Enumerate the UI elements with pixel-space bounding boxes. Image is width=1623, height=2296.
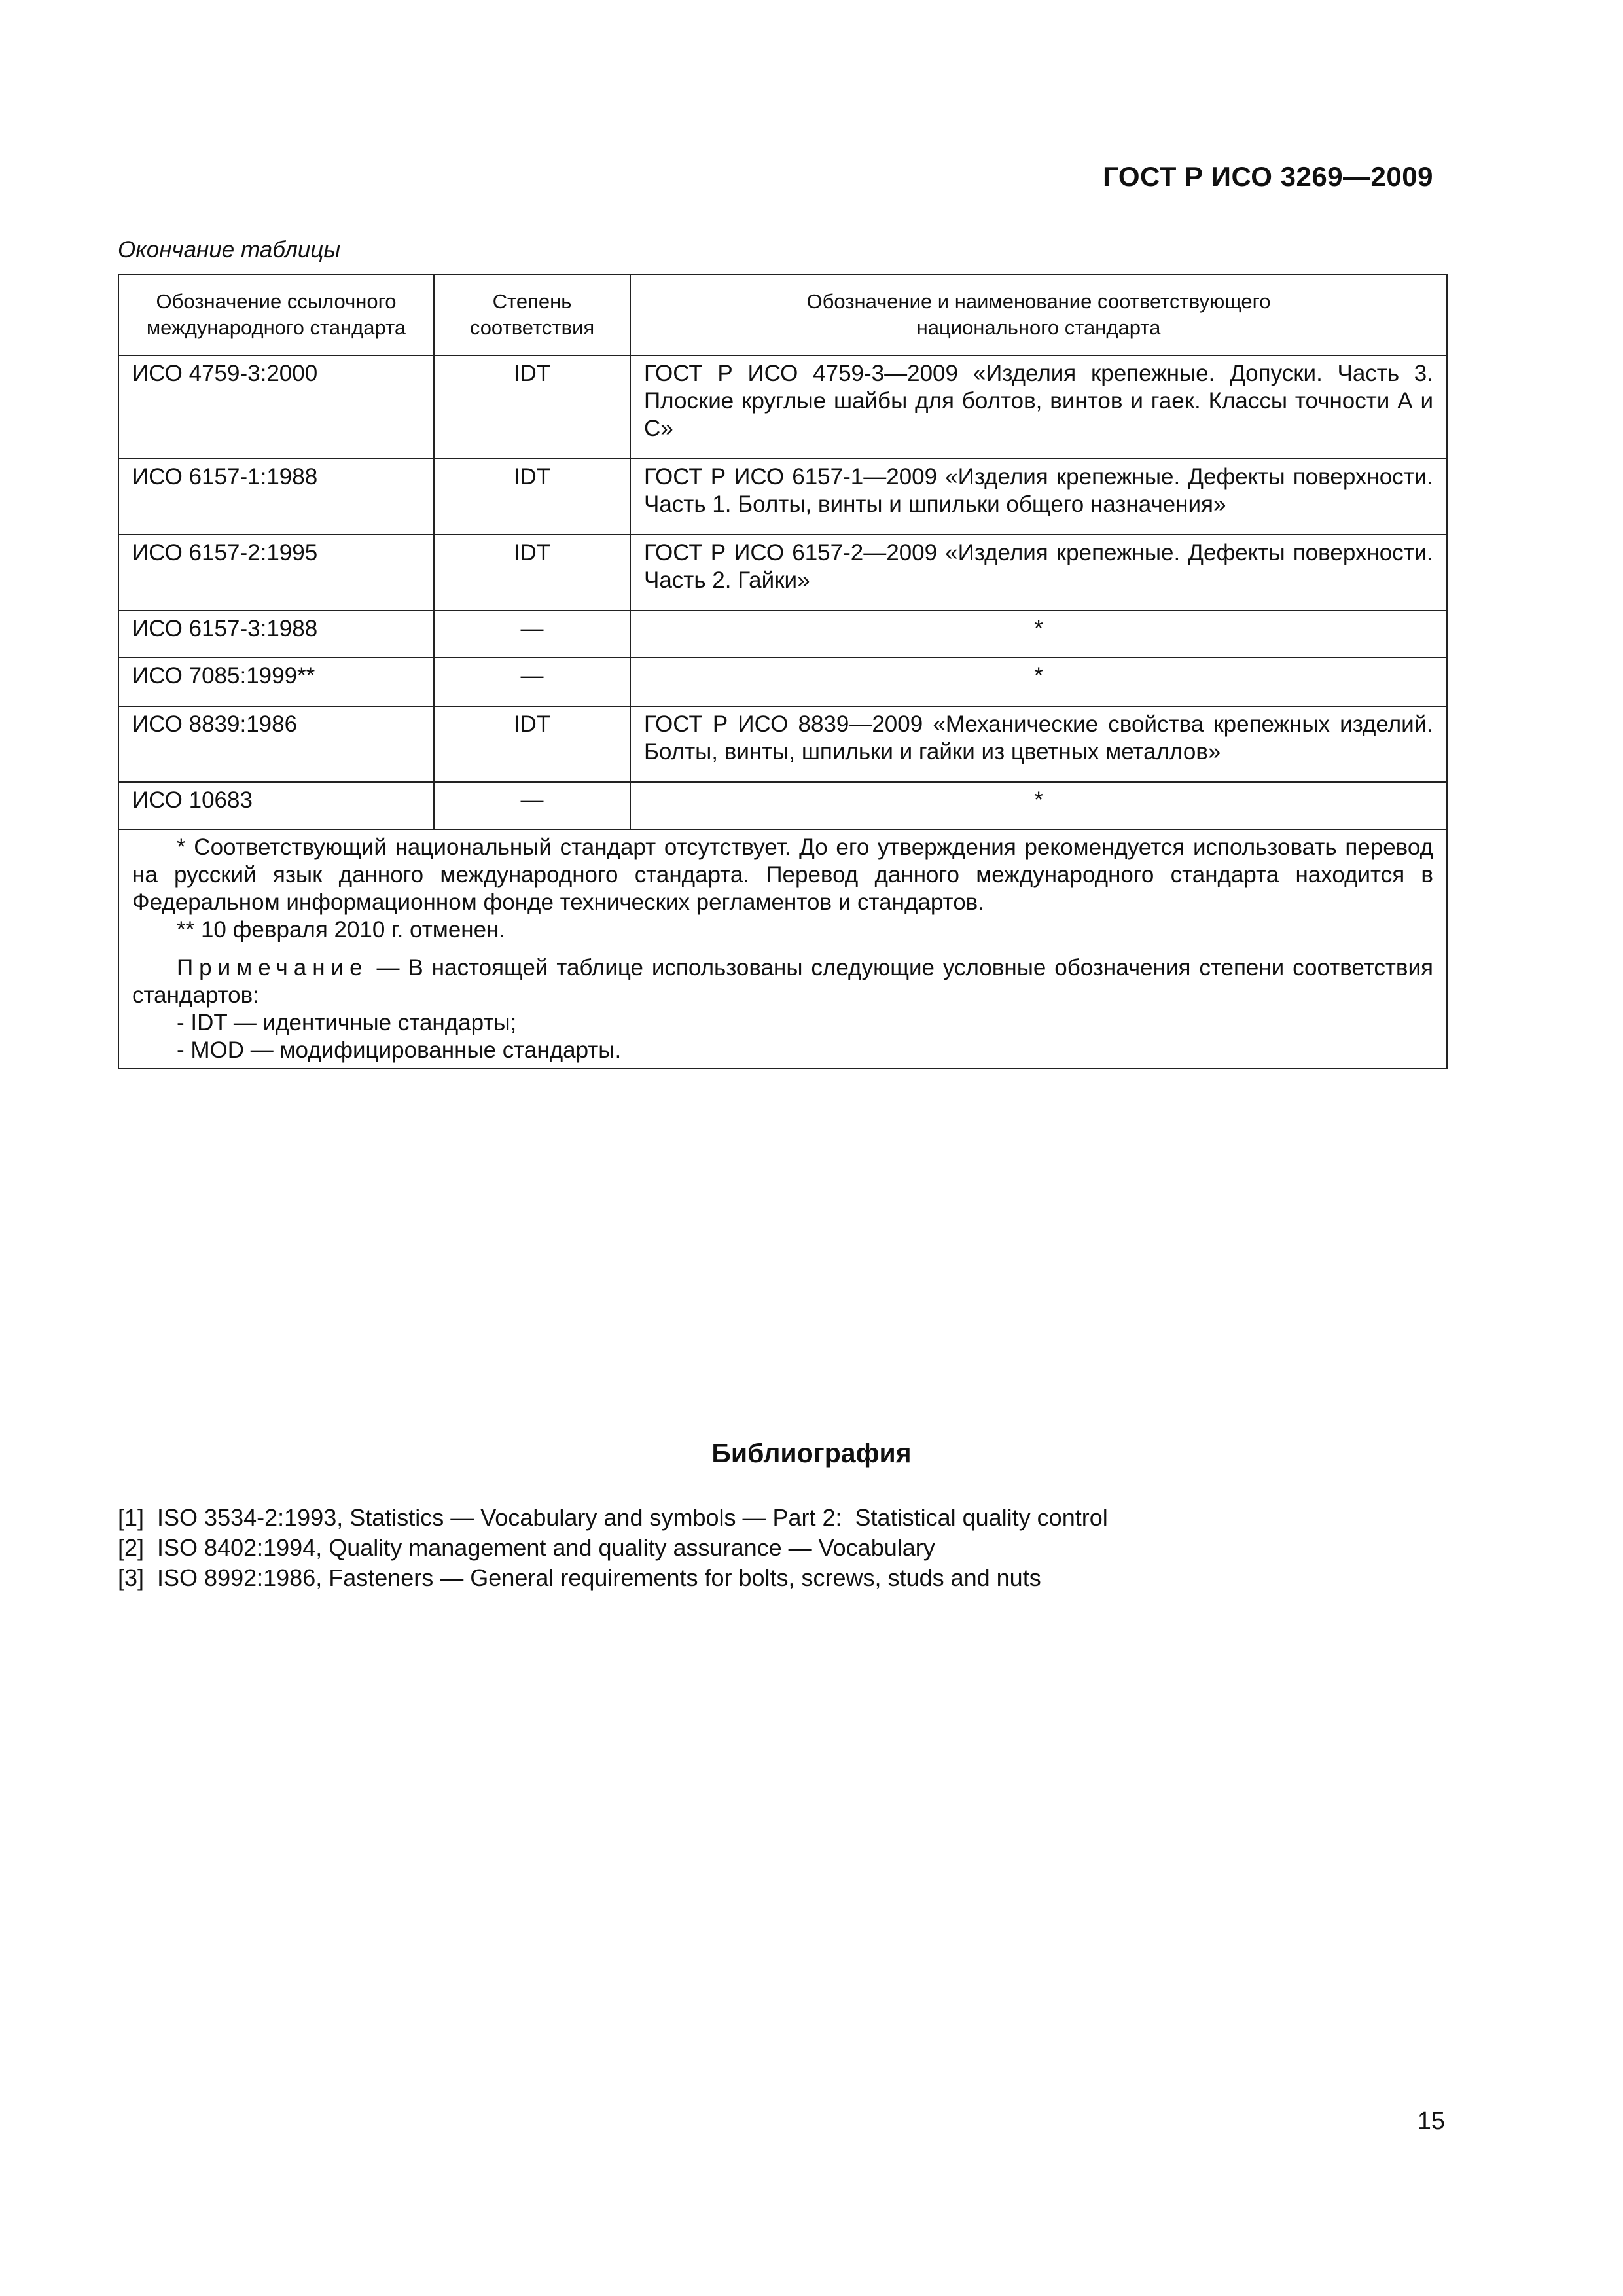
national-standard-cell: ГОСТ Р ИСО 8839—2009 «Механические свойства крепежных изделий. Болты, винты, шпильки и гайки из цветных металлов» <box>630 706 1447 782</box>
bibliography-title: Библиография <box>711 1438 912 1468</box>
degree-cell: — <box>434 658 630 706</box>
note-item-idt: - IDT — идентичные стандарты; <box>177 1010 517 1035</box>
reference-standard-cell: ИСО 6157-1:1988 <box>118 459 434 535</box>
header-reference-standard: Обозначение ссылочного международного стандарта <box>118 274 434 355</box>
bibliography-list <box>118 1503 1108 1593</box>
header-degree-of-conformity: Степень соответствия <box>434 274 630 355</box>
reference-standard-cell: ИСО 6157-2:1995 <box>118 535 434 611</box>
note-item-mod: - MOD — модифицированные стандарты. <box>177 1037 622 1063</box>
national-standard-cell: ГОСТ Р ИСО 4759-3—2009 «Изделия крепежные. Допуски. Часть 3. Плоские круглые шайбы для болтов, винтов и гаек. Классы точности А и С» <box>630 355 1447 459</box>
header-national-standard: Обозначение и наименование соответствующего национального стандарта <box>630 274 1447 355</box>
table-row <box>118 658 1447 706</box>
bibliography-item: [3] ISO 8992:1986, Fasteners — General requirements for bolts, screws, studs and nuts <box>118 1564 1041 1591</box>
table-note <box>132 954 1433 1009</box>
table-row <box>118 611 1447 658</box>
degree-cell: — <box>434 782 630 829</box>
page-number: 15 <box>1417 2108 1445 2135</box>
national-standard-cell: ГОСТ Р ИСО 6157-2—2009 «Изделия крепежные. Дефекты поверхности. Часть 2. Гайки» <box>630 535 1447 611</box>
national-standard-cell: * <box>630 658 1447 706</box>
bibliography-item: [2] ISO 8402:1994, Quality management and quality assurance — Vocabulary <box>118 1534 935 1561</box>
bibliography-item: [1] ISO 3534-2:1993, Statistics — Vocabulary and symbols — Part 2: Statistical quality control <box>118 1504 1108 1531</box>
table-row <box>118 782 1447 829</box>
table-header-row <box>118 274 1447 355</box>
degree-cell: — <box>434 611 630 658</box>
national-standard-cell: * <box>630 782 1447 829</box>
table-row <box>118 706 1447 782</box>
degree-cell: IDT <box>434 706 630 782</box>
table-row <box>118 459 1447 535</box>
reference-standard-cell: ИСО 8839:1986 <box>118 706 434 782</box>
degree-cell: IDT <box>434 355 630 459</box>
national-standard-cell: * <box>630 611 1447 658</box>
degree-cell: IDT <box>434 459 630 535</box>
reference-standard-cell: ИСО 6157-3:1988 <box>118 611 434 658</box>
note-text: — В настоящей таблице использованы следующие условные обозначения степени соответствия стандартов: <box>132 955 1433 1008</box>
reference-standard-cell: ИСО 7085:1999** <box>118 658 434 706</box>
note-label: Примечание <box>177 955 368 980</box>
table-row <box>118 535 1447 611</box>
footnote-star: * Соответствующий национальный стандарт отсутствует. До его утверждения рекомендуется использовать перевод на русский язык данного международного стандарта. Перевод данного международного стандарта находится в Федеральном информационном фонде технических регламентов и стандартов. <box>132 834 1433 915</box>
table-row <box>118 355 1447 459</box>
table-footnotes-row <box>118 829 1447 1069</box>
degree-cell: IDT <box>434 535 630 611</box>
table-footnotes <box>118 829 1447 1069</box>
table-caption: Окончание таблицы <box>118 237 341 262</box>
footnote-double-star: ** 10 февраля 2010 г. отменен. <box>177 917 506 942</box>
national-standard-cell: ГОСТ Р ИСО 6157-1—2009 «Изделия крепежные. Дефекты поверхности. Часть 1. Болты, винты и шпильки общего назначения» <box>630 459 1447 535</box>
reference-standard-cell: ИСО 10683 <box>118 782 434 829</box>
document-code: ГОСТ Р ИСО 3269—2009 <box>1103 161 1433 192</box>
standards-table <box>118 274 1448 1069</box>
reference-standard-cell: ИСО 4759-3:2000 <box>118 355 434 459</box>
